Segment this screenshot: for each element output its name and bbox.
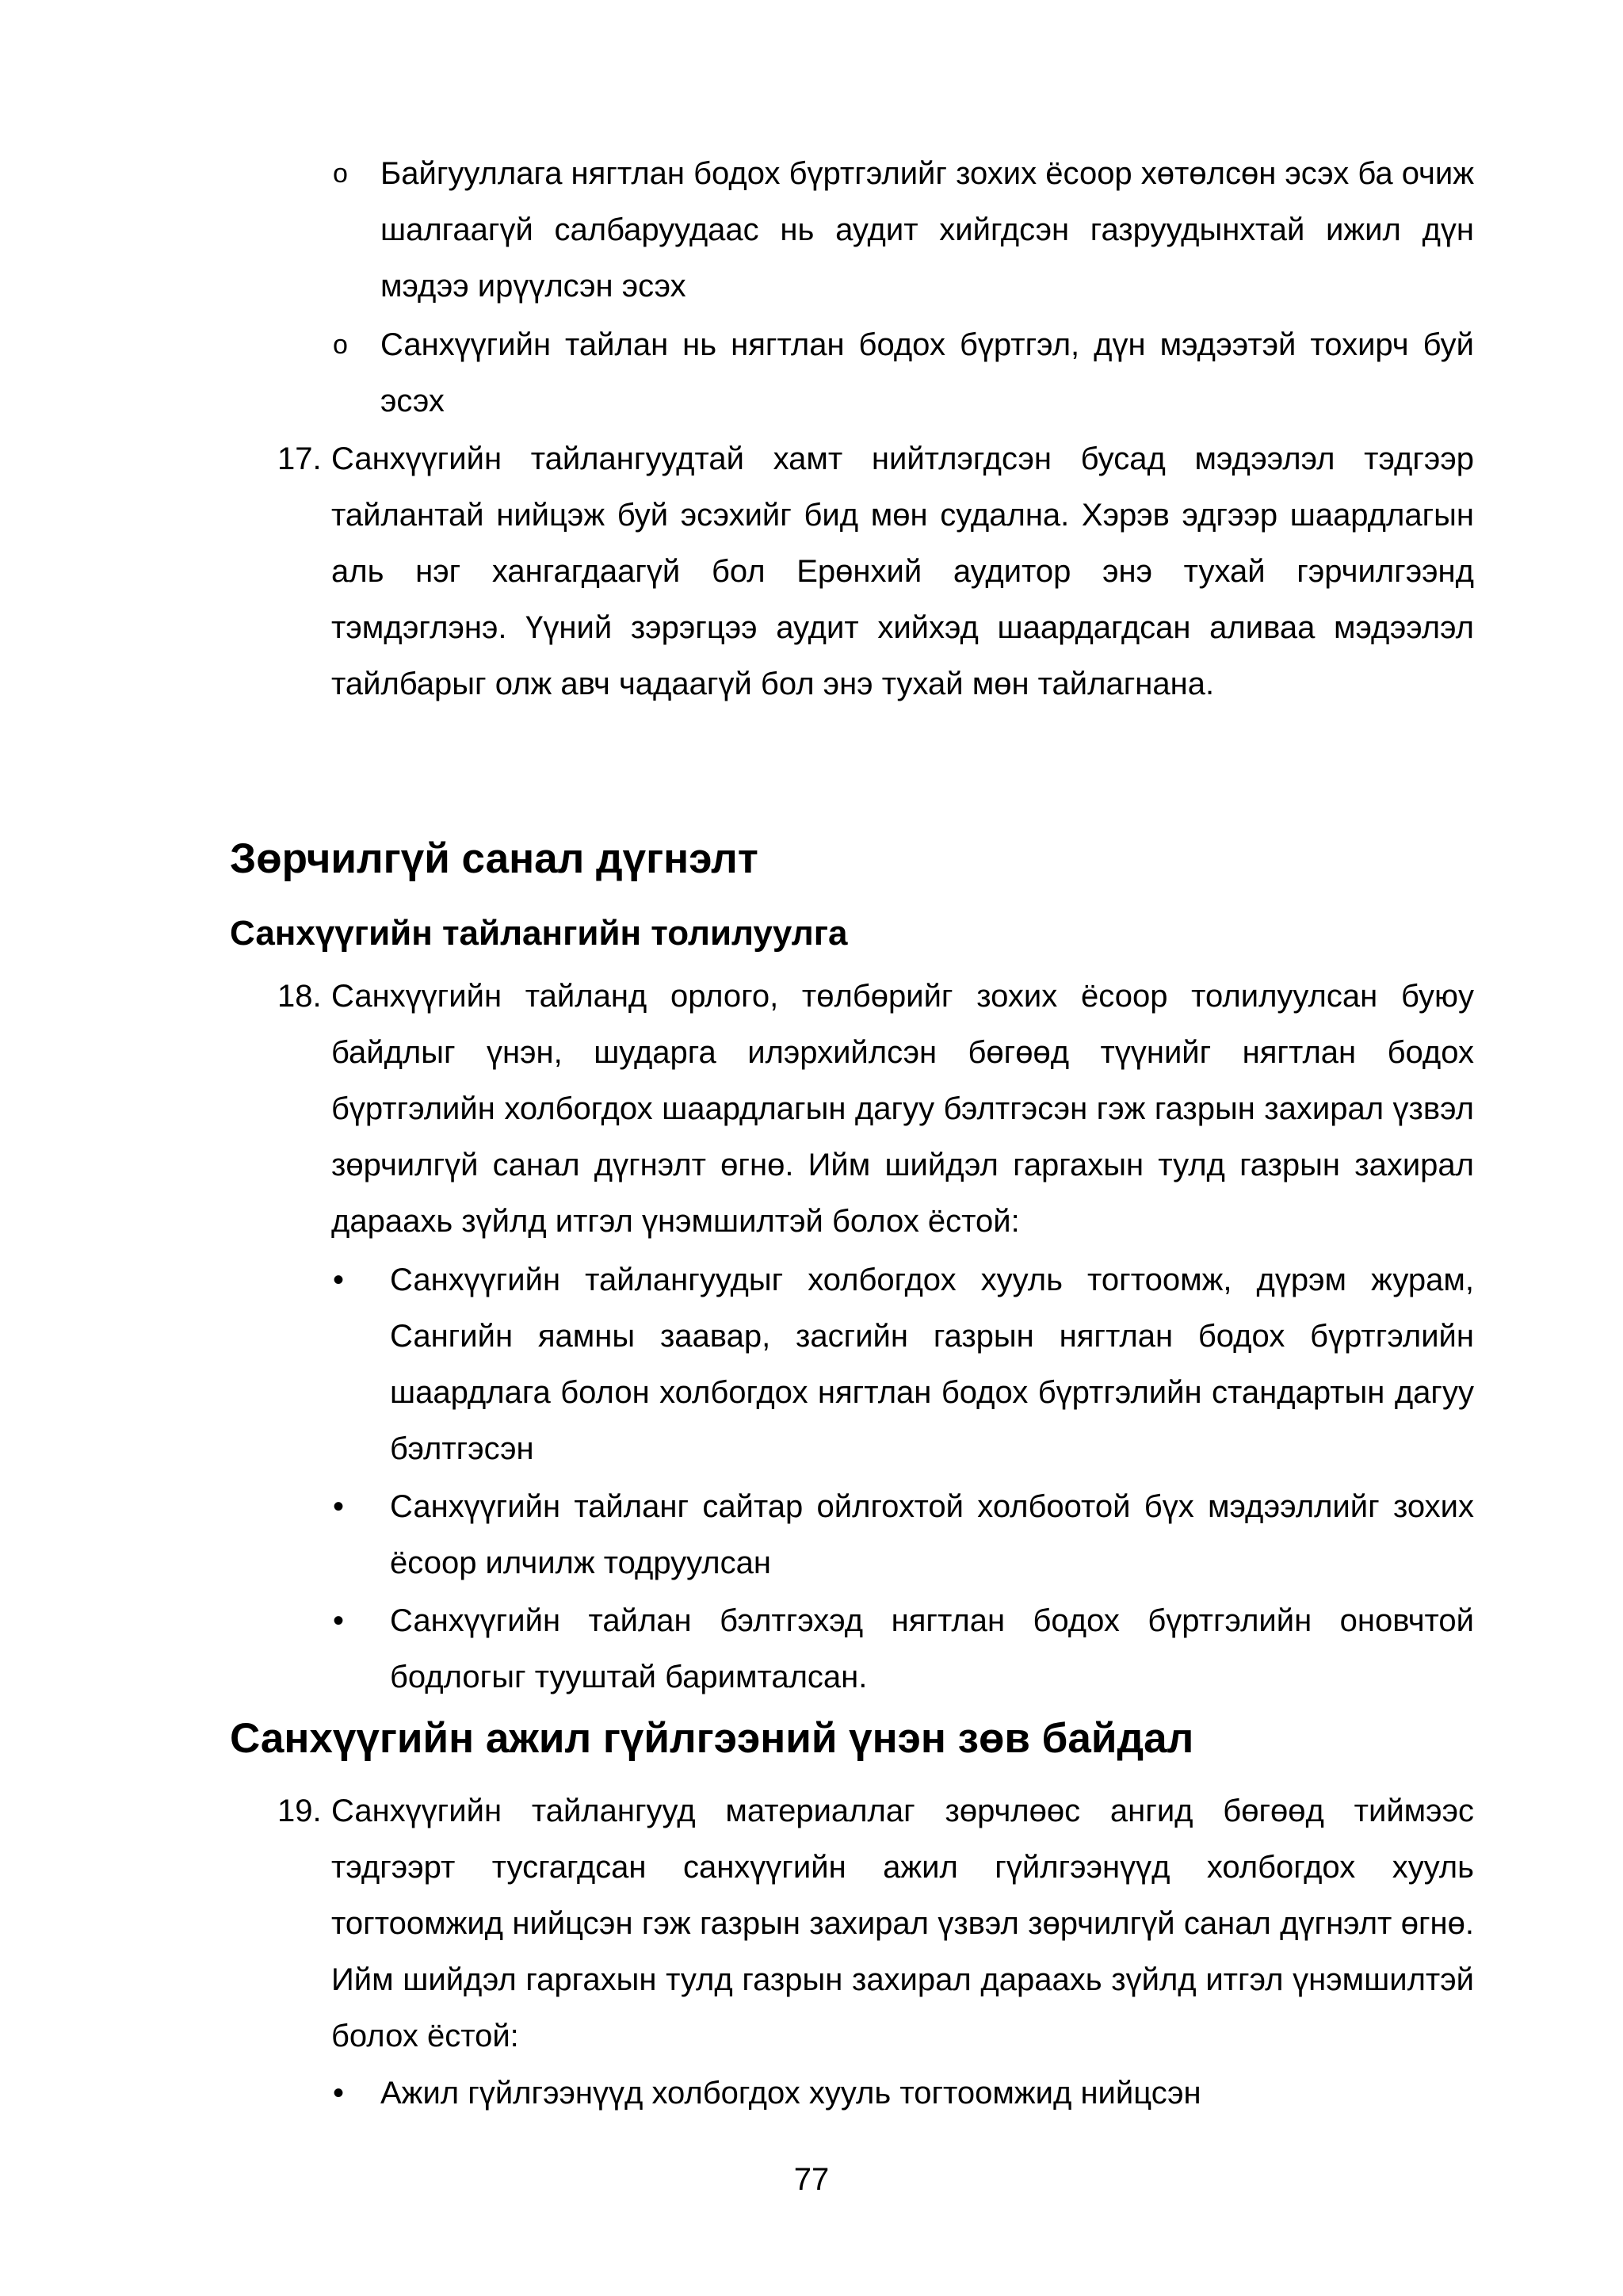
sub-bullet-item bbox=[333, 317, 1474, 430]
bullet-text: Санхүүгийн тайлангуудыг холбогдох хууль тогтоомж, дүрэм журам, Сангийн яамны заавар, засгийн газрын нягтлан бодох бүртгэлийн шаардлага болон холбогдох нягтлан бодох бүртгэлийн стандартын дагуу бэлтгэсэн bbox=[390, 1263, 1474, 1466]
paragraph-number: 18. bbox=[277, 979, 322, 1014]
bullet-text: Санхүүгийн тайлан бэлтгэхэд нягтлан бодох бүртгэлийн оновчтой бодлогыг тууштай баримталсан. bbox=[390, 1603, 1474, 1694]
sub-bullet-text: Байгууллага нягтлан бодох бүртгэлийг зохих ёсоор хөтөлсөн эсэх ба очиж шалгаагүй салбаруудаас нь аудит хийгдсэн газруудынхтай ижил дүн мэдээ ирүүлсэн эсэх bbox=[380, 156, 1474, 304]
sub-bullet-item bbox=[333, 146, 1474, 315]
page-number: 77 bbox=[793, 2162, 830, 2197]
circle-bullet-icon: o bbox=[333, 159, 348, 189]
bullet-item bbox=[333, 2065, 1474, 2122]
bullet-dot-icon: • bbox=[333, 1263, 345, 1297]
paragraph-text: Санхүүгийн тайланд орлого, төлбөрийг зохих ёсоор толилуулсан буюу байдлыг үнэн, шударга илэрхийлсэн бөгөөд түүнийг нягтлан бодох бүртгэлийн холбогдох шаардлагын дагуу бэлтгэсэн гэж газрын захирал үзвэл зөрчилгүй санал дүгнэлт өгнө. Ийм шийдэл гаргахын тулд газрын захирал дараахь зүйлд итгэл үнэмшилтэй болох ёстой: bbox=[331, 979, 1474, 1239]
paragraph-text: Санхүүгийн тайлангуудтай хамт нийтлэгдсэн бусад мэдээлэл тэдгээр тайлантай нийцэж буй эсэхийг бид мөн судална. Хэрэв эдгээр шаардлагын аль нэг хангагдаагүй бол Ерөнхий аудитор энэ тухай гэрчилгээнд тэмдэглэнэ. Үүний зэрэгцээ аудит хийхэд шаардагдсан аливаа мэдээлэл тайлбарыг олж авч чадаагүй бол энэ тухай мөн тайлагнана. bbox=[331, 441, 1474, 701]
paragraph-text: Санхүүгийн тайлангууд материаллаг зөрчлөөс ангид бөгөөд тиймээс тэдгээрт тусгагдсан санхүүгийн ажил гүйлгээнүүд холбогдох хууль тогтоомжид нийцсэн гэж газрын захирал үзвэл зөрчилгүй санал дүгнэлт өгнө. Ийм шийдэл гаргахын тулд газрын захирал дараахь зүйлд итгэл үнэмшилтэй болох ёстой: bbox=[331, 1794, 1474, 2053]
bullet-item bbox=[333, 1252, 1474, 1477]
bullet-dot-icon: • bbox=[333, 2076, 345, 2111]
section-heading: Зөрчилгүй санал дүгнэлт bbox=[230, 835, 758, 882]
numbered-paragraph-19 bbox=[277, 1783, 1474, 2065]
bullet-dot-icon: • bbox=[333, 1489, 345, 1524]
subsection-heading: Санхүүгийн тайлангийн толилуулга bbox=[230, 914, 848, 953]
circle-bullet-icon: o bbox=[333, 330, 348, 360]
paragraph-number: 19. bbox=[277, 1794, 322, 1828]
bullet-dot-icon: • bbox=[333, 1603, 345, 1638]
bullet-item bbox=[333, 1593, 1474, 1706]
bullet-item bbox=[333, 1479, 1474, 1591]
bullet-text: Ажил гүйлгээнүүд холбогдох хууль тогтоомжид нийцсэн bbox=[380, 2076, 1201, 2111]
numbered-paragraph-18 bbox=[277, 968, 1474, 1250]
bullet-text: Санхүүгийн тайланг сайтар ойлгохтой холбоотой бүх мэдээллийг зохих ёсоор илчилж тодруулсан bbox=[390, 1489, 1474, 1580]
paragraph-number: 17. bbox=[277, 441, 322, 476]
numbered-paragraph-17 bbox=[277, 431, 1474, 712]
section-heading: Санхүүгийн ажил гүйлгээний үнэн зөв байдал bbox=[230, 1715, 1194, 1762]
sub-bullet-text: Санхүүгийн тайлан нь нягтлан бодох бүртгэл, дүн мэдээтэй тохирч буй эсэх bbox=[380, 327, 1474, 418]
